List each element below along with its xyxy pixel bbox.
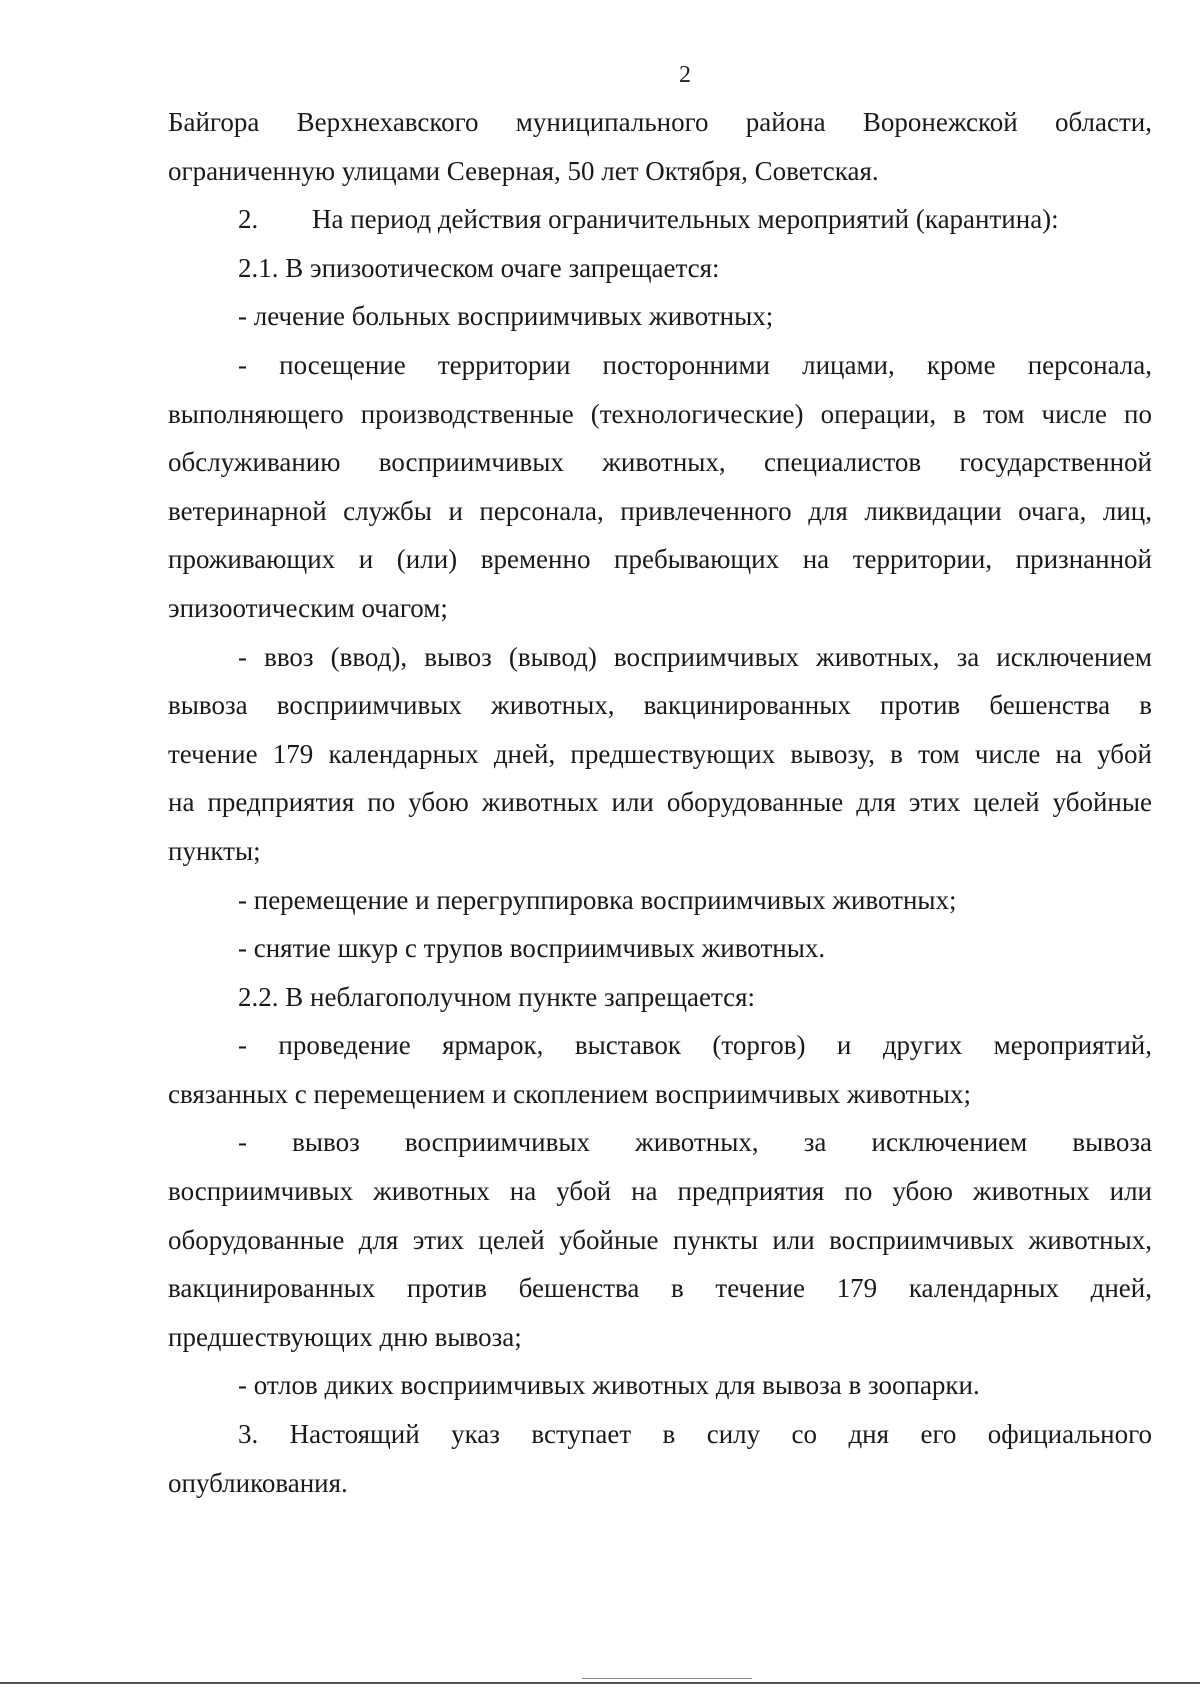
- text-line: оборудованные для этих целей убойные пункты или восприимчивых животных,: [168, 1224, 1152, 1255]
- text-line: восприимчивых животных на убой на предприятия по убою животных или: [168, 1176, 1152, 1207]
- text-line: проживающих и (или) временно пребывающих на территории, признанной: [168, 544, 1152, 575]
- text-line: выполняющего производственные (технологические) операции, в том числе по: [168, 398, 1152, 429]
- text-line: ограниченную улицами Северная, 50 лет Октября, Советская.: [168, 155, 879, 186]
- list-item: - перемещение и перегруппировка восприимчивых животных;: [238, 884, 957, 915]
- page-number: 2: [679, 62, 691, 88]
- list-item: - снятие шкур с трупов восприимчивых животных.: [238, 933, 826, 964]
- text-line: опубликования.: [168, 1467, 348, 1498]
- text-line: связанных с перемещением и скоплением восприимчивых животных;: [168, 1078, 972, 1109]
- scan-bottom-edge: [0, 1682, 1200, 1684]
- text-line: пункты;: [168, 835, 261, 866]
- scan-edge-mark: [582, 1678, 752, 1679]
- text-line: На период действия ограничительных мероприятий (карантина):: [312, 204, 1059, 235]
- section-heading-2-1: 2.1. В эпизоотическом очаге запрещается:: [238, 252, 720, 283]
- list-item: - отлов диких восприимчивых животных для вывоза в зоопарки.: [238, 1370, 980, 1401]
- numbered-paragraph-3: 3. Настоящий указ вступает в силу со дня его официального: [238, 1419, 1152, 1450]
- text-line: течение 179 календарных дней, предшествующих вывозу, в том числе на убой: [168, 738, 1152, 769]
- text-line: ветеринарной службы и персонала, привлеченного для ликвидации очага, лиц,: [168, 495, 1152, 526]
- text-line: вакцинированных против бешенства в течение 179 календарных дней,: [168, 1273, 1152, 1304]
- numbered-paragraph-2: [168, 195, 1152, 244]
- list-item: - проведение ярмарок, выставок (торгов) и других мероприятий,: [238, 1030, 1152, 1061]
- list-item: - посещение территории посторонними лицами, кроме персонала,: [238, 349, 1152, 380]
- text-line: Байгора Верхнехавского муниципального района Воронежской области,: [168, 107, 1152, 137]
- text-line: вывоза восприимчивых животных, вакцинированных против бешенства в: [168, 690, 1152, 721]
- list-item: - ввоз (ввод), вывоз (вывод) восприимчивых животных, за исключением: [238, 641, 1152, 672]
- text-line: эпизоотическим очагом;: [168, 592, 448, 623]
- section-heading-2-2: 2.2. В неблагополучном пункте запрещается:: [238, 981, 755, 1012]
- item-number: 2.: [238, 204, 259, 235]
- text-line: предшествующих дню вывоза;: [168, 1321, 522, 1352]
- list-item: - лечение больных восприимчивых животных;: [238, 301, 774, 332]
- list-item: - вывоз восприимчивых животных, за исключением вывоза: [238, 1127, 1152, 1158]
- document-body: [168, 98, 1152, 1507]
- text-line: обслуживанию восприимчивых животных, специалистов государственной: [168, 447, 1152, 478]
- text-line: на предприятия по убою животных или оборудованные для этих целей убойные: [168, 787, 1152, 818]
